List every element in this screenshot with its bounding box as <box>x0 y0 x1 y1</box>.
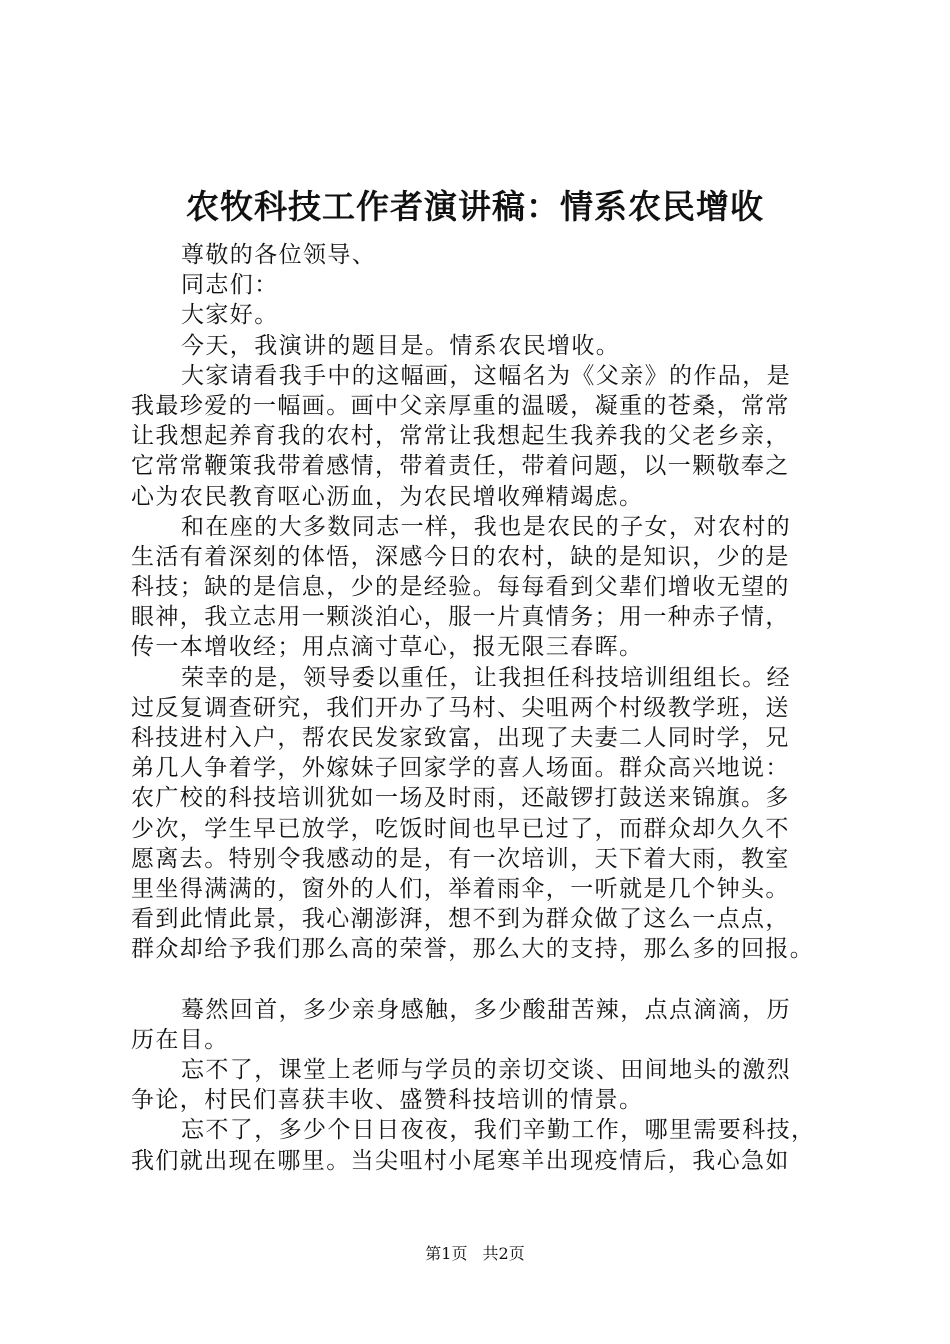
blank-line <box>131 965 831 995</box>
paragraph-line: 今天，我演讲的题目是。情系农民增收。 <box>181 332 621 359</box>
paragraph-line: 科技；缺的是信息，少的是经验。每每看到父辈们增收无望的 <box>131 574 790 601</box>
salutation-line: 尊敬的各位领导、 <box>181 242 377 268</box>
paragraph-line: 看到此情此景，我心潮澎湃，想不到为群众做了这么一点点， <box>131 906 790 933</box>
paragraph-line: 过反复调查研究，我们开办了马村、尖咀两个村级教学班，送 <box>131 694 790 721</box>
paragraph-line: 生活有着深刻的体悟，深感今日的农村，缺的是知识，少的是 <box>131 543 790 570</box>
page-number-current: 第1页 <box>425 1244 468 1263</box>
page-footer <box>0 1243 950 1265</box>
paragraph-line: 群众却给予我们那么高的荣誉，那么大的支持，那么多的回报。 <box>131 936 815 963</box>
page-number-total: 共2页 <box>482 1244 525 1263</box>
paragraph-line: 忘不了，课堂上老师与学员的亲切交谈、田间地头的激烈 <box>181 1057 791 1084</box>
paragraph-line: 农广校的科技培训犹如一场及时雨，还敲锣打鼓送来锦旗。多 <box>131 785 790 812</box>
paragraph-line: 少次，学生早已放学，吃饭时间也早已过了，而群众却久久不 <box>131 815 790 842</box>
paragraph-line: 传一本增收经；用点滴寸草心，报无限三春晖。 <box>131 634 644 661</box>
paragraph-line: 里坐得满满的，窗外的人们，举着雨伞，一听就是几个钟头。 <box>131 875 790 902</box>
paragraph-line: 心为农民教育呕心沥血，为农民增收殚精竭虑。 <box>131 483 644 510</box>
paragraph-line: 让我想起养育我的农村，常常让我想起生我养我的父老乡亲， <box>131 423 790 450</box>
paragraph-line: 和在座的大多数同志一样，我也是农民的子女，对农村的 <box>181 513 791 540</box>
salutation-line: 同志们： <box>181 272 279 299</box>
greeting-line: 大家好。 <box>181 302 279 329</box>
paragraph-line: 历在目。 <box>131 1026 229 1053</box>
document-body <box>131 240 831 1176</box>
paragraph-line: 忘不了，多少个日日夜夜，我们辛勤工作，哪里需要科技， <box>181 1117 816 1144</box>
paragraph-line: 我最珍爱的一幅画。画中父亲厚重的温暖，凝重的苍桑，常常 <box>131 392 790 419</box>
paragraph-line: 愿离去。特别令我感动的是，有一次培训，天下着大雨，教室 <box>131 845 790 872</box>
paragraph-line: 它常常鞭策我带着感情，带着责任，带着问题，以一颗敬奉之 <box>131 453 790 480</box>
paragraph-line: 争论，村民们喜获丰收、盛赞科技培训的情景。 <box>131 1087 644 1114</box>
paragraph-line: 眼神，我立志用一颗淡泊心，服一片真情务；用一种赤子情， <box>131 604 790 631</box>
paragraph-line: 弟几人争着学，外嫁妹子回家学的喜人场面。群众高兴地说： <box>131 755 790 782</box>
paragraph-line: 科技进村入户，帮农民发家致富，出现了夫妻二人同时学，兄 <box>131 725 790 751</box>
paragraph-line: 大家请看我手中的这幅画，这幅名为《父亲》的作品，是 <box>181 362 791 389</box>
paragraph-line: 我们就出现在哪里。当尖咀村小尾寒羊出现疫情后，我心急如 <box>131 1147 790 1174</box>
paragraph-line: 荣幸的是，领导委以重任，让我担任科技培训组组长。经 <box>181 664 791 691</box>
document-title: 农牧科技工作者演讲稿：情系农民增收 <box>186 187 764 226</box>
paragraph-line: 蓦然回首，多少亲身感触，多少酸甜苦辣，点点滴滴，历 <box>181 996 791 1023</box>
